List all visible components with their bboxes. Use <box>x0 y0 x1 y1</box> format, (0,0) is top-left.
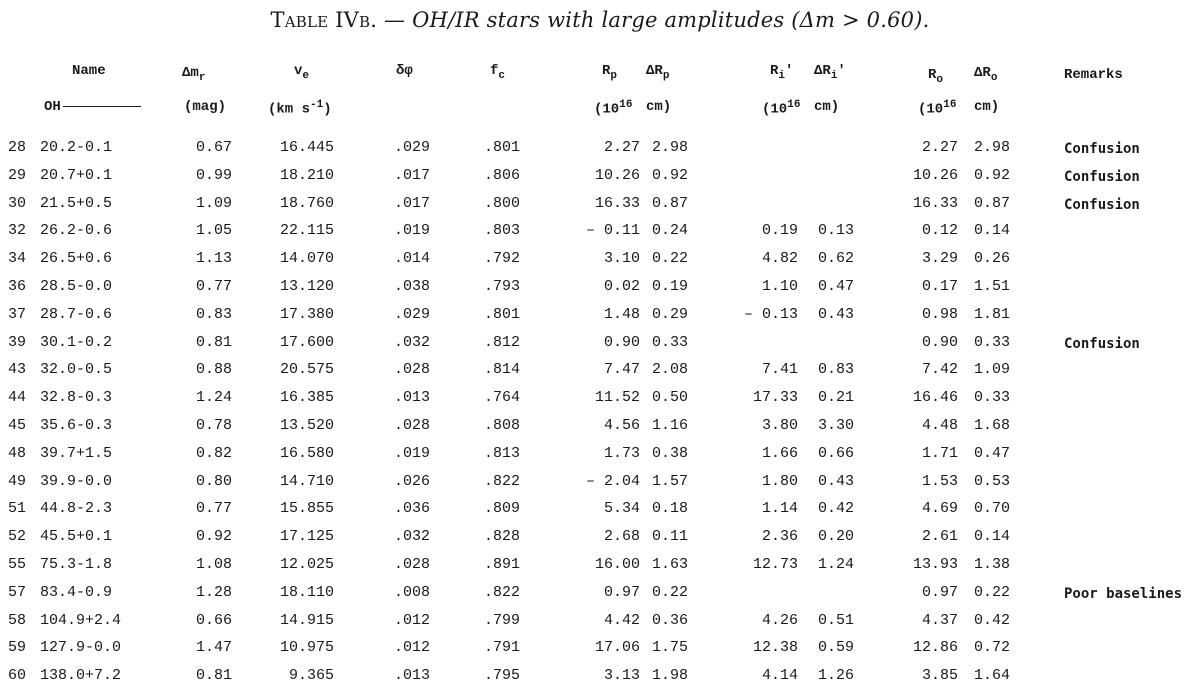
ro-value: 16.46 <box>912 389 958 406</box>
dro-value: 1.64 <box>973 667 1010 684</box>
dphi-value: .029 <box>393 306 430 323</box>
dro-value: 0.33 <box>973 389 1010 406</box>
remark-text: Poor baselines <box>1064 586 1183 602</box>
dro-value: 1.38 <box>973 556 1010 573</box>
drp-value: 0.38 <box>651 445 688 462</box>
fc-value: .806 <box>483 167 520 184</box>
table-title: OH/IR stars with large amplitudes (Δm > 0.60). <box>412 8 930 32</box>
drp-value: 1.98 <box>651 667 688 684</box>
ve-value: 16.445 <box>279 139 334 156</box>
ri-value: 0.19 <box>761 222 798 239</box>
ve-value: 12.025 <box>279 556 334 573</box>
dro-value: 0.14 <box>973 528 1010 545</box>
row-number: 55 <box>8 556 27 573</box>
source-name: 127.9-0.0 <box>40 639 122 656</box>
header-ri-unit-cm: cm) <box>814 99 840 115</box>
delta-m-value: 1.13 <box>195 250 232 267</box>
dro-value: 0.92 <box>973 167 1010 184</box>
dri-value: 0.43 <box>817 306 854 323</box>
delta-m-value: 1.09 <box>195 195 232 212</box>
rp-value: 5.34 <box>603 500 640 517</box>
dphi-value: .012 <box>393 612 430 629</box>
rp-value: 0.02 <box>603 278 640 295</box>
source-name: 28.7-0.6 <box>40 306 113 323</box>
rp-value: 1.73 <box>603 445 640 462</box>
dphi-value: .028 <box>393 361 430 378</box>
delta-m-value: 1.47 <box>195 639 232 656</box>
header-rp-unit: ($10^{16}$ <box>594 99 633 118</box>
ro-value: 16.33 <box>912 195 958 212</box>
dro-value: 0.53 <box>973 473 1010 490</box>
fc-value: .764 <box>483 389 520 406</box>
dphi-value: .008 <box>393 584 430 601</box>
fc-value: .813 <box>483 445 520 462</box>
ro-value: 3.85 <box>921 667 958 684</box>
ve-value: 13.520 <box>279 417 334 434</box>
header-fc: $f_c$ <box>490 63 506 82</box>
dri-value: 1.24 <box>817 556 854 573</box>
drp-value: 0.29 <box>651 306 688 323</box>
source-name: 138.0+7.2 <box>40 667 122 684</box>
rp-value: 0.90 <box>603 334 640 351</box>
ro-value: 0.98 <box>921 306 958 323</box>
ri-value: 7.41 <box>761 361 798 378</box>
drp-value: 0.36 <box>651 612 688 629</box>
delta-m-value: 0.83 <box>195 306 232 323</box>
rp-value: – 2.04 <box>585 473 640 490</box>
dri-value: 0.21 <box>817 389 854 406</box>
row-number: 48 <box>8 445 27 462</box>
delta-m-value: 0.77 <box>195 500 232 517</box>
rp-value: 7.47 <box>603 361 640 378</box>
delta-m-value: 0.81 <box>195 667 232 684</box>
dphi-value: .029 <box>393 139 430 156</box>
ve-value: 17.380 <box>279 306 334 323</box>
drp-value: 0.18 <box>651 500 688 517</box>
rp-value: 0.97 <box>603 584 640 601</box>
row-number: 34 <box>8 250 27 267</box>
ve-value: 16.385 <box>279 389 334 406</box>
ri-value: 1.80 <box>761 473 798 490</box>
fc-value: .793 <box>483 278 520 295</box>
rp-value: 3.13 <box>603 667 640 684</box>
dro-value: 0.87 <box>973 195 1010 212</box>
delta-m-value: 1.28 <box>195 584 232 601</box>
dri-value: 0.13 <box>817 222 854 239</box>
source-name: 32.8-0.3 <box>40 389 113 406</box>
dro-value: 0.22 <box>973 584 1010 601</box>
header-ri-unit: ($10^{16}$ <box>762 99 801 118</box>
dphi-value: .017 <box>393 167 430 184</box>
dphi-value: .028 <box>393 556 430 573</box>
ri-value: 12.73 <box>752 556 798 573</box>
dphi-value: .038 <box>393 278 430 295</box>
rp-value: 10.26 <box>594 167 640 184</box>
dro-value: 1.81 <box>973 306 1010 323</box>
fc-value: .801 <box>483 139 520 156</box>
drp-value: 1.63 <box>651 556 688 573</box>
row-number: 39 <box>8 334 27 351</box>
ri-value: 1.10 <box>761 278 798 295</box>
source-name: 28.5-0.0 <box>40 278 113 295</box>
drp-value: 1.57 <box>651 473 688 490</box>
header-delta-rp: $\Delta R_p$ <box>646 63 670 82</box>
source-name: 20.2-0.1 <box>40 139 113 156</box>
delta-m-value: 0.92 <box>195 528 232 545</box>
row-number: 58 <box>8 612 27 629</box>
delta-m-value: 0.66 <box>195 612 232 629</box>
dphi-value: .028 <box>393 417 430 434</box>
fc-value: .803 <box>483 222 520 239</box>
ve-value: 18.110 <box>279 584 334 601</box>
rp-value: 16.33 <box>594 195 640 212</box>
ro-value: 0.90 <box>921 334 958 351</box>
ri-value: 12.38 <box>752 639 798 656</box>
ve-value: 16.580 <box>279 445 334 462</box>
remark-text: Confusion <box>1064 169 1140 185</box>
fc-value: .791 <box>483 639 520 656</box>
dri-value: 0.59 <box>817 639 854 656</box>
dri-value: 0.62 <box>817 250 854 267</box>
drp-value: 0.50 <box>651 389 688 406</box>
ve-value: 14.915 <box>279 612 334 629</box>
ro-value: 10.26 <box>912 167 958 184</box>
delta-m-value: 0.88 <box>195 361 232 378</box>
ro-value: 3.29 <box>921 250 958 267</box>
ro-value: 1.71 <box>921 445 958 462</box>
fc-value: .799 <box>483 612 520 629</box>
ro-value: 13.93 <box>912 556 958 573</box>
source-name: 21.5+0.5 <box>40 195 113 212</box>
dro-value: 0.26 <box>973 250 1010 267</box>
source-name: 35.6-0.3 <box>40 417 113 434</box>
dri-value: 0.43 <box>817 473 854 490</box>
row-number: 52 <box>8 528 27 545</box>
source-name: 20.7+0.1 <box>40 167 113 184</box>
fc-value: .792 <box>483 250 520 267</box>
rp-value: 3.10 <box>603 250 640 267</box>
fc-value: .809 <box>483 500 520 517</box>
dphi-value: .014 <box>393 250 430 267</box>
drp-value: 0.22 <box>651 250 688 267</box>
ri-value: 17.33 <box>752 389 798 406</box>
delta-m-value: 0.80 <box>195 473 232 490</box>
ve-value: 17.125 <box>279 528 334 545</box>
dro-value: 0.72 <box>973 639 1010 656</box>
row-number: 43 <box>8 361 27 378</box>
ve-value: 9.365 <box>288 667 334 684</box>
ri-value: 1.14 <box>761 500 798 517</box>
ro-value: 4.69 <box>921 500 958 517</box>
header-ve-unit: (km $s^{-1}$) <box>268 99 332 118</box>
ve-value: 13.120 <box>279 278 334 295</box>
ve-value: 14.710 <box>279 473 334 490</box>
dro-value: 0.42 <box>973 612 1010 629</box>
dro-value: 2.98 <box>973 139 1010 156</box>
delta-m-value: 1.05 <box>195 222 232 239</box>
ri-value: 2.36 <box>761 528 798 545</box>
header-rp-unit-cm: cm) <box>646 99 672 115</box>
remark-text: Confusion <box>1064 197 1140 213</box>
row-number: 28 <box>8 139 27 156</box>
table-caption <box>0 8 1200 32</box>
source-name: 104.9+2.4 <box>40 612 122 629</box>
source-name: 32.0-0.5 <box>40 361 113 378</box>
rp-value: 4.56 <box>603 417 640 434</box>
fc-value: .822 <box>483 473 520 490</box>
ve-value: 10.975 <box>279 639 334 656</box>
ro-value: 7.42 <box>921 361 958 378</box>
fc-value: .800 <box>483 195 520 212</box>
dri-value: 1.26 <box>817 667 854 684</box>
fc-value: .814 <box>483 361 520 378</box>
rp-value: 1.48 <box>603 306 640 323</box>
row-number: 36 <box>8 278 27 295</box>
drp-value: 1.16 <box>651 417 688 434</box>
source-name: 44.8-2.3 <box>40 500 113 517</box>
drp-value: 0.11 <box>651 528 688 545</box>
drp-value: 2.98 <box>651 139 688 156</box>
dphi-value: .032 <box>393 528 430 545</box>
header-rp: $R_p$ <box>602 63 618 82</box>
ri-value: 3.80 <box>761 417 798 434</box>
drp-value: 0.87 <box>651 195 688 212</box>
row-number: 57 <box>8 584 27 601</box>
dphi-value: .013 <box>393 389 430 406</box>
rp-value: 2.68 <box>603 528 640 545</box>
ri-value: 1.66 <box>761 445 798 462</box>
fc-value: .808 <box>483 417 520 434</box>
rp-value: – 0.11 <box>585 222 640 239</box>
rp-value: 4.42 <box>603 612 640 629</box>
ro-value: 0.17 <box>921 278 958 295</box>
fc-value: .891 <box>483 556 520 573</box>
delta-m-value: 0.78 <box>195 417 232 434</box>
header-delta-phi: δφ <box>396 63 413 79</box>
ro-value: 4.48 <box>921 417 958 434</box>
row-number: 44 <box>8 389 27 406</box>
source-name: 30.1-0.2 <box>40 334 113 351</box>
row-number: 32 <box>8 222 27 239</box>
dro-value: 1.68 <box>973 417 1010 434</box>
dphi-value: .026 <box>393 473 430 490</box>
caption-dash: — <box>384 8 406 32</box>
ve-value: 18.210 <box>279 167 334 184</box>
delta-m-value: 1.24 <box>195 389 232 406</box>
dri-value: 0.20 <box>817 528 854 545</box>
remark-text: Confusion <box>1064 336 1140 352</box>
fc-value: .795 <box>483 667 520 684</box>
source-name: 26.5+0.6 <box>40 250 113 267</box>
row-number: 45 <box>8 417 27 434</box>
header-remarks: Remarks <box>1064 67 1123 83</box>
delta-m-value: 0.82 <box>195 445 232 462</box>
header-delta-ro: $\Delta R_o$ <box>974 65 998 84</box>
ro-value: 0.12 <box>921 222 958 239</box>
row-number: 30 <box>8 195 27 212</box>
name-rule <box>63 106 141 107</box>
ve-value: 14.070 <box>279 250 334 267</box>
ro-value: 0.97 <box>921 584 958 601</box>
remark-text: Confusion <box>1064 141 1140 157</box>
ro-value: 1.53 <box>921 473 958 490</box>
rp-value: 11.52 <box>594 389 640 406</box>
row-number: 60 <box>8 667 27 684</box>
drp-value: 0.24 <box>651 222 688 239</box>
ve-value: 15.855 <box>279 500 334 517</box>
dri-value: 3.30 <box>817 417 854 434</box>
dro-value: 0.70 <box>973 500 1010 517</box>
rp-value: 2.27 <box>603 139 640 156</box>
dphi-value: .013 <box>393 667 430 684</box>
delta-m-value: 0.99 <box>195 167 232 184</box>
ve-value: 22.115 <box>279 222 334 239</box>
drp-value: 0.19 <box>651 278 688 295</box>
header-ro: $R_o$ <box>928 67 944 86</box>
header-dm-unit: (mag) <box>184 99 227 115</box>
delta-m-value: 0.81 <box>195 334 232 351</box>
ri-value: 4.82 <box>761 250 798 267</box>
dro-value: 1.51 <box>973 278 1010 295</box>
header-ro-unit: ($10^{16}$ <box>918 99 957 118</box>
dri-value: 0.51 <box>817 612 854 629</box>
source-name: 83.4-0.9 <box>40 584 113 601</box>
row-number: 59 <box>8 639 27 656</box>
drp-value: 0.33 <box>651 334 688 351</box>
dri-value: 0.42 <box>817 500 854 517</box>
delta-m-value: 0.77 <box>195 278 232 295</box>
table-label: Table IVb. <box>270 8 378 32</box>
rp-value: 16.00 <box>594 556 640 573</box>
header-name-prefix: OH <box>44 98 141 116</box>
ri-value: 4.14 <box>761 667 798 684</box>
source-name: 45.5+0.1 <box>40 528 113 545</box>
drp-value: 1.75 <box>651 639 688 656</box>
fc-value: .828 <box>483 528 520 545</box>
dro-value: 0.14 <box>973 222 1010 239</box>
delta-m-value: 1.08 <box>195 556 232 573</box>
source-name: 39.9-0.0 <box>40 473 113 490</box>
header-delta-m: $\Delta m_r$ <box>182 65 206 84</box>
dphi-value: .019 <box>393 445 430 462</box>
dphi-value: .036 <box>393 500 430 517</box>
ri-value: 4.26 <box>761 612 798 629</box>
header-ro-unit-cm: cm) <box>974 99 1000 115</box>
fc-value: .801 <box>483 306 520 323</box>
source-name: 75.3-1.8 <box>40 556 113 573</box>
source-name: 26.2-0.6 <box>40 222 113 239</box>
header-ri: $R_i'$ <box>770 63 794 82</box>
header-delta-ri: $\Delta R_i'$ <box>814 63 846 82</box>
row-number: 29 <box>8 167 27 184</box>
drp-value: 2.08 <box>651 361 688 378</box>
drp-value: 0.92 <box>651 167 688 184</box>
dri-value: 0.66 <box>817 445 854 462</box>
dphi-value: .032 <box>393 334 430 351</box>
row-number: 51 <box>8 500 27 517</box>
ri-value: – 0.13 <box>743 306 798 323</box>
dphi-value: .019 <box>393 222 430 239</box>
rp-value: 17.06 <box>594 639 640 656</box>
dro-value: 0.33 <box>973 334 1010 351</box>
ro-value: 12.86 <box>912 639 958 656</box>
header-name: Name <box>72 63 106 79</box>
ve-value: 18.760 <box>279 195 334 212</box>
fc-value: .812 <box>483 334 520 351</box>
fc-value: .822 <box>483 584 520 601</box>
dphi-value: .017 <box>393 195 430 212</box>
source-name: 39.7+1.5 <box>40 445 113 462</box>
row-number: 37 <box>8 306 27 323</box>
ro-value: 4.37 <box>921 612 958 629</box>
ro-value: 2.61 <box>921 528 958 545</box>
drp-value: 0.22 <box>651 584 688 601</box>
row-number: 49 <box>8 473 27 490</box>
delta-m-value: 0.67 <box>195 139 232 156</box>
ve-value: 17.600 <box>279 334 334 351</box>
header-ve: $v_e$ <box>294 63 310 82</box>
dro-value: 1.09 <box>973 361 1010 378</box>
dri-value: 0.47 <box>817 278 854 295</box>
dri-value: 0.83 <box>817 361 854 378</box>
ro-value: 2.27 <box>921 139 958 156</box>
dphi-value: .012 <box>393 639 430 656</box>
dro-value: 0.47 <box>973 445 1010 462</box>
ve-value: 20.575 <box>279 361 334 378</box>
